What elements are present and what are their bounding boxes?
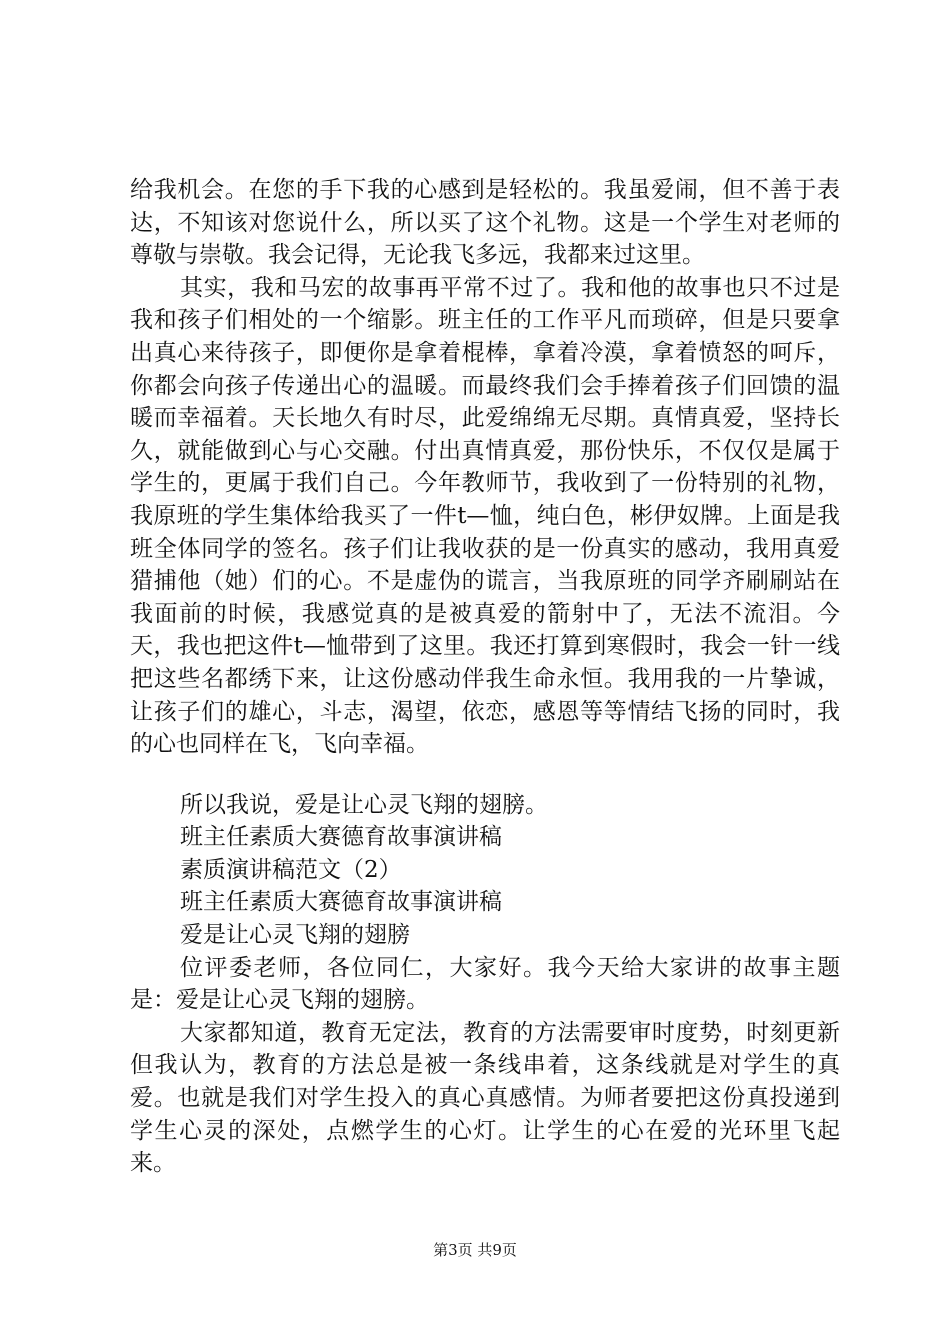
paragraph-continuation: 给我机会。在您的手下我的心感到是轻松的。我虽爱闹，但不善于表达，不知该对您说什么，所以买了这个礼物。这是一个学生对老师的尊敬与崇敬。我会记得，无论我飞多远，我都来过这里。 (130, 177, 840, 269)
paragraph-body: 大家都知道，教育无定法，教育的方法需要审时度势，时刻更新但我认为，教育的方法总是被一条线串着，这条线就是对学生的真爱。也就是我们对学生投入的真心真感情。为师者要把这份真投递到学生心灵的深处，点燃学生的心灯。让学生的心在爱的光环里飞起来。 (130, 1019, 840, 1177)
heading-line: 班主任素质大赛德育故事演讲稿 (180, 824, 502, 851)
speech-title: 爱是让心灵飞翔的翅膀 (180, 922, 410, 949)
heading-line: 素质演讲稿范文（2） (180, 856, 402, 883)
page-number: 第3页 共9页 (433, 1241, 517, 1259)
paragraph-gap (130, 761, 840, 789)
paragraph-story: 其实，我和马宏的故事再平常不过了。我和他的故事也只不过是我和孩子们相处的一个缩影。班主任的工作平凡而琐碎，但是只要拿出真心来待孩子，即便你是拿着棍棒，拿着冷漠，拿着愤怒的呵斥，你都会向孩子传递出心的温暖。而最终我们会手捧着孩子们回馈的温暖而幸福着。天长地久有时尽，此爱绵绵无尽期。真情真爱，坚持长久，就能做到心与心交融。付出真情真爱，那份快乐，不仅仅是属于学生的，更属于我们自己。今年教师节，我收到了一份特别的礼物，我原班的学生集体给我买了一件t—恤，纯白色，彬伊奴牌。上面是我班全体同学的签名。孩子们让我收获的是一份真实的感动，我用真爱猎捕他（她）们的心。不是虚伪的谎言，当我原班的同学齐刷刷站在我面前的时候，我感觉真的是被真爱的箭射中了，无法不流泪。今天，我也把这件t—恤带到了这里。我还打算到寒假时，我会一针一线把这些名都绣下来，让这份感动伴我生命永恒。我用我的一片挚诚，让孩子们的雄心，斗志，渴望，依恋，感恩等等情结飞扬的同时，我的心也同样在飞，飞向幸福。 (130, 274, 840, 758)
paragraph-greeting: 位评委老师，各位同仁，大家好。我今天给大家讲的故事主题是：爱是让心灵飞翔的翅膀。 (130, 954, 840, 1014)
heading-line: 班主任素质大赛德育故事演讲稿 (180, 889, 502, 916)
document-body (130, 174, 840, 1180)
conclusion-line: 所以我说，爱是让心灵飞翔的翅膀。 (180, 791, 548, 818)
